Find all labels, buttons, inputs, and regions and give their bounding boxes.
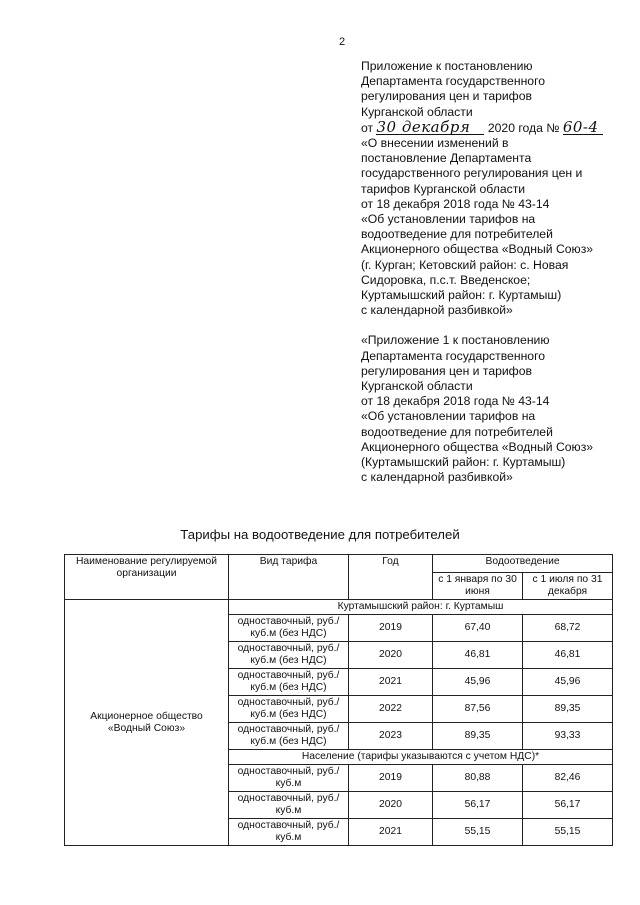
tariff-year: 2020 bbox=[349, 642, 433, 669]
tariff-year: 2023 bbox=[349, 723, 433, 750]
header-org: Наименование регулируемой организации bbox=[65, 555, 229, 600]
appendix-line: от 18 декабря 2018 года № 43-14 bbox=[361, 196, 550, 211]
appendix-line: «Приложение 1 к постановлению bbox=[361, 333, 550, 348]
appendix-line: тарифов Курганской области bbox=[361, 181, 526, 196]
tariff-period-1: 87,56 bbox=[433, 696, 523, 723]
header-period-2: с 1 июля по 31 декабря bbox=[523, 573, 613, 600]
appendix-line: Департамента государственного bbox=[361, 74, 546, 89]
appendix-line: постановление Департамента bbox=[361, 151, 532, 166]
appendix-lines-middle bbox=[361, 136, 631, 318]
tariff-period-2: 93,33 bbox=[523, 723, 613, 750]
appendix-line: Курганской области bbox=[361, 104, 473, 119]
appendix-line: (г. Курган; Кетовский район: с. Новая bbox=[361, 257, 569, 272]
appendix-line: от 18 декабря 2018 года № 43-14 bbox=[361, 394, 550, 409]
org-name: Акционерное общество «Водный Союз» bbox=[65, 600, 229, 846]
appendix-line: Курганской области bbox=[361, 379, 473, 394]
tariff-year: 2020 bbox=[349, 792, 433, 819]
tariff-period-1: 89,35 bbox=[433, 723, 523, 750]
tariff-period-1: 46,81 bbox=[433, 642, 523, 669]
tariff-period-2: 82,46 bbox=[523, 765, 613, 792]
date-prefix: от bbox=[361, 120, 374, 135]
appendix-line: с календарной разбивкой» bbox=[361, 470, 513, 485]
appendix-line: Акционерного общества «Водный Союз» bbox=[361, 439, 594, 454]
tariff-period-2: 68,72 bbox=[523, 615, 613, 642]
appendix-line: «Об установлении тарифов на bbox=[361, 212, 536, 227]
tariff-kind: одноставочный, руб./куб.м (без НДС) bbox=[229, 669, 349, 696]
appendix-line: водоотведение для потребителей bbox=[361, 424, 553, 439]
appendix-line: Приложение к постановлению bbox=[361, 59, 533, 73]
appendix-lines-bottom bbox=[361, 333, 631, 485]
section-row bbox=[65, 600, 613, 615]
date-suffix: 2020 года № bbox=[487, 120, 560, 135]
appendix-line: с календарной разбивкой» bbox=[361, 303, 513, 318]
tariff-period-1: 45,96 bbox=[433, 669, 523, 696]
tariff-period-1: 55,15 bbox=[433, 819, 523, 846]
tariff-period-2: 56,17 bbox=[523, 792, 613, 819]
appendix-lines-top bbox=[361, 59, 631, 120]
section-label: Население (тарифы указываются с учетом НДС)* bbox=[229, 750, 613, 765]
appendix-header bbox=[361, 59, 631, 485]
tariff-period-1: 56,17 bbox=[433, 792, 523, 819]
appendix-line: регулирования цен и тарифов bbox=[361, 363, 532, 378]
header-group: Водоотведение bbox=[433, 555, 613, 573]
page-number: 2 bbox=[339, 36, 346, 48]
tariff-year: 2022 bbox=[349, 696, 433, 723]
appendix-line: водоотведение для потребителей bbox=[361, 227, 553, 242]
appendix-line: Куртамышский район: г. Куртамыш) bbox=[361, 288, 562, 303]
tariff-kind: одноставочный, руб./куб.м (без НДС) bbox=[229, 642, 349, 669]
tariff-year: 2021 bbox=[349, 669, 433, 696]
handwritten-number: 60-4 bbox=[563, 120, 603, 135]
table-title: Тарифы на водоотведение для потребителей bbox=[180, 527, 460, 542]
tariff-table bbox=[64, 554, 613, 846]
tariff-period-2: 45,96 bbox=[523, 669, 613, 696]
appendix-date-line bbox=[361, 117, 631, 136]
appendix-line: государственного регулирования цен и bbox=[361, 166, 583, 181]
section-label: Куртамышский район: г. Куртамыш bbox=[229, 600, 613, 615]
tariff-period-2: 46,81 bbox=[523, 642, 613, 669]
tariff-kind: одноставочный, руб./куб.м bbox=[229, 819, 349, 846]
tariff-kind: одноставочный, руб./куб.м bbox=[229, 765, 349, 792]
table-body bbox=[65, 600, 613, 846]
header-period-1: с 1 января по 30 июня bbox=[433, 573, 523, 600]
header-year: Год bbox=[349, 555, 433, 600]
tariff-period-2: 89,35 bbox=[523, 696, 613, 723]
tariff-year: 2019 bbox=[349, 615, 433, 642]
tariff-kind: одноставочный, руб./куб.м (без НДС) bbox=[229, 696, 349, 723]
appendix-line: «О внесении изменений в bbox=[361, 136, 509, 151]
tariff-kind: одноставочный, руб./куб.м (без НДС) bbox=[229, 723, 349, 750]
appendix-line: Департамента государственного bbox=[361, 348, 546, 363]
tariff-period-2: 55,15 bbox=[523, 819, 613, 846]
tariff-period-1: 67,40 bbox=[433, 615, 523, 642]
appendix-line: «Об установлении тарифов на bbox=[361, 409, 536, 424]
tariff-kind: одноставочный, руб./куб.м (без НДС) bbox=[229, 615, 349, 642]
header-kind: Вид тарифа bbox=[229, 555, 349, 600]
tariff-year: 2021 bbox=[349, 819, 433, 846]
appendix-line: (Куртамышский район: г. Куртамыш) bbox=[361, 455, 566, 470]
tariff-period-1: 80,88 bbox=[433, 765, 523, 792]
tariff-kind: одноставочный, руб./куб.м bbox=[229, 792, 349, 819]
appendix-line: регулирования цен и тарифов bbox=[361, 89, 532, 104]
appendix-line: Сидоровка, п.с.т. Введенское; bbox=[361, 272, 531, 287]
handwritten-date: 30 декабря bbox=[376, 120, 484, 135]
tariff-year: 2019 bbox=[349, 765, 433, 792]
appendix-line: Акционерного общества «Водный Союз» bbox=[361, 242, 594, 257]
